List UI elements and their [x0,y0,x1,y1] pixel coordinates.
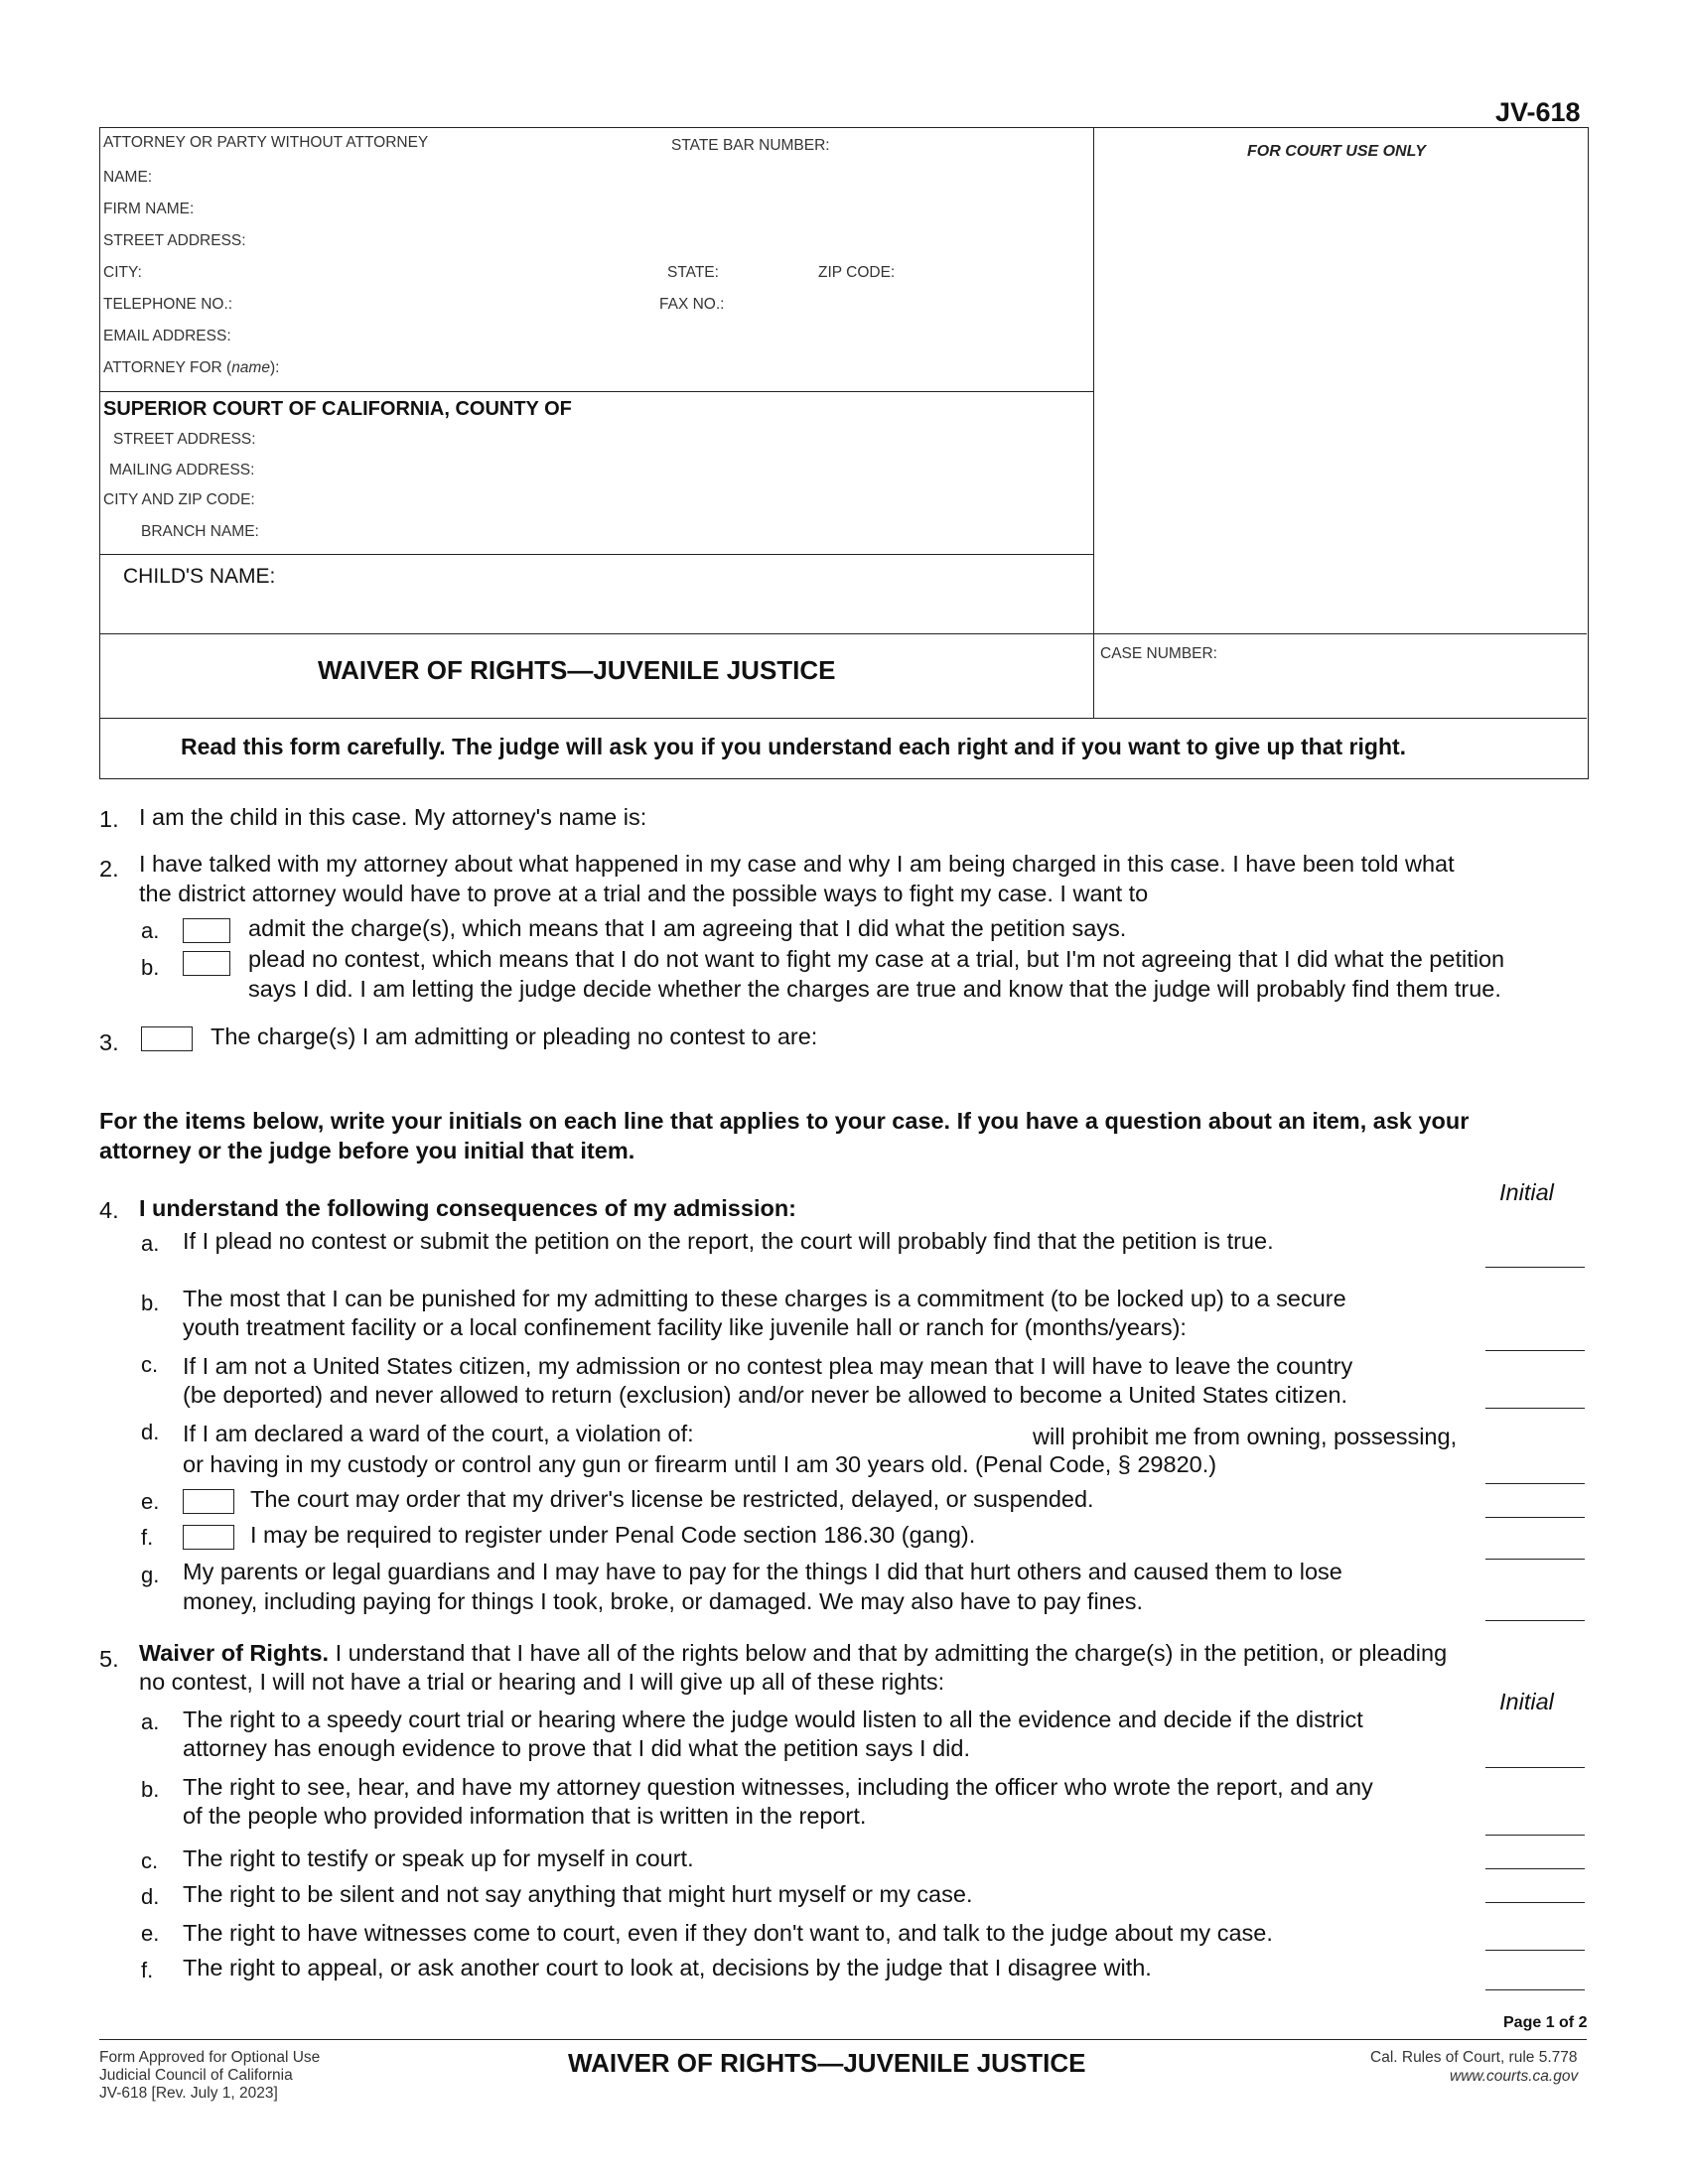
item-2b-letter: b. [141,955,160,980]
item-4g-line-2: money, including paying for things I took, broke, or damaged. We may also have to pay fines. [183,1588,1144,1614]
initial-line-5b[interactable] [1485,1835,1585,1836]
initial-line-4g[interactable] [1485,1620,1585,1621]
item-5d-letter: d. [141,1884,160,1909]
item-5-number: 5. [99,1646,119,1672]
item-3-checkbox[interactable] [141,1026,193,1051]
item-4c-letter: c. [141,1352,159,1377]
title-top-rule [99,633,1587,634]
initial-line-5e[interactable] [1485,1950,1585,1951]
name-label[interactable]: NAME: [103,169,153,186]
attorney-for-text: ATTORNEY FOR ( [103,359,232,376]
item-5b-line-1: The right to see, hear, and have my attorney question witnesses, including the officer who wrote the report, and any [183,1774,1373,1800]
item-5-line-2: no contest, I will not have a trial or hearing and I will give up all of these rights: [139,1669,945,1695]
initial-line-5d[interactable] [1485,1902,1585,1903]
item-4e-letter: e. [141,1489,160,1514]
footer-rev: JV-618 [Rev. July 1, 2023] [99,2085,278,2102]
item-2b-checkbox[interactable] [183,951,230,976]
item-4-title: I understand the following consequences of my admission: [139,1195,797,1221]
item-4b-letter: b. [141,1291,160,1315]
item-2a-checkbox[interactable] [183,918,230,943]
initial-line-4a[interactable] [1485,1267,1585,1268]
item-2a-text: admit the charge(s), which means that I am agreeing that I did what the petition says. [248,915,1127,941]
item-5b-line-2: of the people who provided information that is written in the report. [183,1803,867,1829]
item-5b-letter: b. [141,1777,160,1802]
street-address-label[interactable]: STREET ADDRESS: [103,232,246,249]
item-1-number: 1. [99,806,119,832]
footer-title: WAIVER OF RIGHTS—JUVENILE JUSTICE [568,2048,1086,2078]
item-3-text: The charge(s) I am admitting or pleading no contest to are: [211,1024,818,1049]
initial-line-5c[interactable] [1485,1868,1585,1869]
item-5e-text: The right to have witnesses come to court, even if they don't want to, and talk to the judge about my case. [183,1920,1273,1946]
footer-rule-citation: Cal. Rules of Court, rule 5.778 [1370,2049,1578,2066]
item-4g-line-1: My parents or legal guardians and I may have to pay for the things I did that hurt others and caused them to lose [183,1559,1342,1584]
item-1-text: I am the child in this case. My attorney's name is: [139,804,647,830]
case-number-label[interactable]: CASE NUMBER: [1100,645,1217,662]
footer-website[interactable]: www.courts.ca.gov [1450,2068,1579,2085]
firm-name-label[interactable]: FIRM NAME: [103,201,195,217]
telephone-label[interactable]: TELEPHONE NO.: [103,296,233,313]
item-4b-line-1: The most that I can be punished for my admitting to these charges is a commitment (to be locked up) to a secure [183,1286,1346,1311]
item-5a-line-1: The right to a speedy court trial or hearing where the judge would listen to all the evidence and decide if the district [183,1706,1363,1732]
item-4d-line-1b: will prohibit me from owning, possessing, [1033,1424,1458,1449]
instruction-top-rule [99,718,1587,719]
initial-column-label-1: Initial [1499,1179,1554,1205]
city-label[interactable]: CITY: [103,264,142,281]
state-label[interactable]: STATE: [667,264,719,281]
item-5f-letter: f. [141,1958,154,1982]
state-bar-label: STATE BAR NUMBER: [671,137,830,154]
initial-line-5a[interactable] [1485,1767,1585,1768]
item-5f-text: The right to appeal, or ask another court to look at, decisions by the judge that I disagree with. [183,1955,1152,1980]
page-number: Page 1 of 2 [1503,2014,1588,2031]
item-4d-letter: d. [141,1420,160,1444]
item-5c-text: The right to testify or speak up for myself in court. [183,1845,694,1871]
initial-line-4d[interactable] [1485,1483,1585,1484]
fax-label[interactable]: FAX NO.: [659,296,725,313]
item-5-line-1 [139,1638,1447,1668]
initials-instruction-line-1: For the items below, write your initials on each line that applies to your case. If you have a question about an item, ask your [99,1108,1470,1134]
court-city-zip-label[interactable]: CITY AND ZIP CODE: [103,491,255,508]
court-use-only-label: FOR COURT USE ONLY [1247,143,1426,160]
email-label[interactable]: EMAIL ADDRESS: [103,328,231,344]
item-4f-letter: f. [141,1525,154,1550]
attorney-for-close: ): [269,359,280,376]
item-5a-letter: a. [141,1709,160,1734]
item-2b-line-2: says I did. I am letting the judge decide whether the charges are true and know that the judge will probably find them true. [248,976,1501,1002]
item-4b-line-2: youth treatment facility or a local confinement facility like juvenile hall or ranch for (months/years): [183,1314,1187,1340]
footer-approved: Form Approved for Optional Use [99,2049,321,2066]
footer-council: Judicial Council of California [99,2067,293,2084]
item-5a-line-2: attorney has enough evidence to prove that I did what the petition says I did. [183,1735,970,1761]
footer-rule [99,2039,1587,2040]
court-title: SUPERIOR COURT OF CALIFORNIA, COUNTY OF [103,398,572,420]
item-4c-line-2: (be deported) and never allowed to return (exclusion) and/or never be allowed to become a United States citizen. [183,1382,1348,1408]
item-2-line-2: the district attorney would have to prove at a trial and the possible ways to fight my case. I want to [139,881,1149,906]
item-5e-letter: e. [141,1921,160,1946]
item-5d-text: The right to be silent and not say anything that might hurt myself or my case. [183,1881,973,1907]
form-title: WAIVER OF RIGHTS—JUVENILE JUSTICE [318,655,836,685]
item-2-line-1: I have talked with my attorney about what happened in my case and why I am being charged in this case. I have been told what [139,851,1455,877]
childs-name-label[interactable]: CHILD'S NAME: [123,565,276,588]
item-4a-letter: a. [141,1231,160,1256]
zip-code-label[interactable]: ZIP CODE: [818,264,896,281]
attorney-party-label: ATTORNEY OR PARTY WITHOUT ATTORNEY [103,134,429,151]
item-2a-letter: a. [141,918,160,943]
item-4f-text: I may be required to register under Penal Code section 186.30 (gang). [250,1522,976,1548]
initial-line-5f[interactable] [1485,1989,1585,1990]
initials-instruction-line-2: attorney or the judge before you initial that item. [99,1138,635,1163]
item-4a-text: If I plead no contest or submit the petition on the report, the court will probably find that the petition is true. [183,1228,1274,1254]
attorney-for-name-hint: name [231,359,270,376]
initial-line-4b[interactable] [1485,1350,1585,1351]
item-4c-line-1: If I am not a United States citizen, my admission or no contest plea may mean that I will have to leave the country [183,1353,1353,1379]
attorney-bottom-rule [99,391,1093,392]
initial-line-4f[interactable] [1485,1559,1585,1560]
item-4d-line-1a: If I am declared a ward of the court, a violation of: [183,1421,694,1446]
instruction-text: Read this form carefully. The judge will ask you if you understand each right and if you want to give up that right. [181,734,1407,759]
item-3-number: 3. [99,1029,119,1055]
item-4f-checkbox[interactable] [183,1525,234,1550]
court-street-label[interactable]: STREET ADDRESS: [113,431,256,448]
item-4e-text: The court may order that my driver's license be restricted, delayed, or suspended. [250,1486,1094,1512]
item-2-number: 2. [99,856,119,882]
initial-line-4e[interactable] [1485,1517,1585,1518]
item-4e-checkbox[interactable] [183,1489,234,1514]
header-divider [1093,127,1094,719]
item-4d-line-2: or having in my custody or control any gun or firearm until I am 30 years old. (Penal Code, § 29820.) [183,1451,1217,1477]
item-5-line-1-rest: I understand that I have all of the rights below and that by admitting the charge(s) in the petition, or pleading [329,1640,1448,1666]
court-mailing-label[interactable]: MAILING ADDRESS: [109,462,255,478]
item-5c-letter: c. [141,1848,159,1873]
initial-column-label-2: Initial [1499,1689,1554,1714]
court-bottom-rule [99,554,1093,555]
initial-line-4c[interactable] [1485,1408,1585,1409]
form-id: JV-618 [1495,97,1581,127]
item-4g-letter: g. [141,1563,160,1587]
item-2b-line-1: plead no contest, which means that I do not want to fight my case at a trial, but I'm not agreeing that I did what the petition [248,946,1505,972]
court-branch-label[interactable]: BRANCH NAME: [141,523,259,540]
attorney-for-label[interactable] [103,359,279,377]
item-5-title: Waiver of Rights. [139,1640,330,1666]
item-4-number: 4. [99,1197,119,1223]
